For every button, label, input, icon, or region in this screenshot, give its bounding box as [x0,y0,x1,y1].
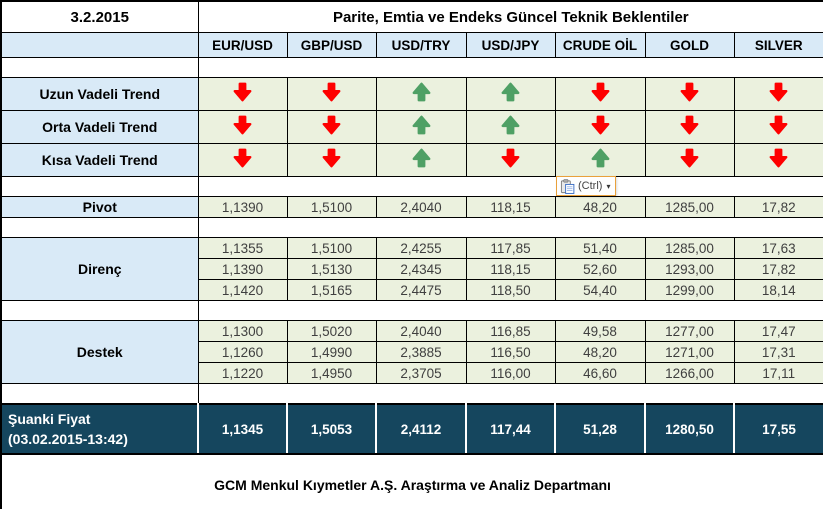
trend-cell[interactable] [287,78,376,111]
trend-arrow-icon [588,81,613,103]
trend-arrow-icon [409,114,434,136]
trend-arrow-icon [766,114,791,136]
trend-arrow-icon [409,147,434,169]
pivot-value-cell[interactable]: 1,1390 [198,197,287,218]
empty-cell[interactable] [1,177,198,197]
trend-cell[interactable] [645,111,734,144]
pivot-value-cell[interactable]: 17,82 [734,197,823,218]
support-value-cell[interactable]: 46,60 [555,363,645,384]
current-price-cell[interactable]: 117,44 [466,404,555,454]
resistance-value-cell[interactable]: 117,85 [466,238,555,259]
empty-cell[interactable] [1,218,198,238]
support-value-cell[interactable]: 1,1300 [198,321,287,342]
trend-cell[interactable] [376,111,466,144]
resistance-value-cell[interactable]: 1293,00 [645,259,734,280]
row-label-current-price[interactable] [1,404,198,454]
row-label-pivot[interactable]: Pivot [1,197,198,218]
empty-cell[interactable] [1,58,198,78]
column-header-gold[interactable]: GOLD [645,33,734,58]
support-value-cell[interactable]: 1,5020 [287,321,376,342]
support-value-cell[interactable]: 2,3885 [376,342,466,363]
trend-arrow-icon [498,114,523,136]
chevron-down-icon[interactable]: ▾ [606,181,611,191]
trend-cell[interactable] [376,78,466,111]
trend-arrow-icon [677,147,702,169]
trend-arrow-icon [498,147,523,169]
resistance-value-cell[interactable]: 1,5100 [287,238,376,259]
trend-arrow-icon [319,81,344,103]
support-value-cell[interactable]: 1,4950 [287,363,376,384]
current-price-cell[interactable]: 1,5053 [287,404,376,454]
trend-cell[interactable] [734,78,823,111]
support-value-cell[interactable]: 48,20 [555,342,645,363]
empty-cell[interactable] [198,384,823,405]
resistance-value-cell[interactable]: 118,50 [466,280,555,301]
date-cell[interactable]: 3.2.2015 [1,1,198,33]
trend-cell[interactable] [376,144,466,177]
trend-cell[interactable] [287,111,376,144]
column-header-gbpusd[interactable]: GBP/USD [287,33,376,58]
trend-arrow-icon [766,147,791,169]
empty-cell[interactable] [1,384,198,405]
trend-cell[interactable] [466,111,555,144]
trend-cell[interactable] [555,111,645,144]
spacer-row [1,58,823,78]
resistance-value-cell[interactable]: 17,82 [734,259,823,280]
page-title[interactable]: Parite, Emtia ve Endeks Güncel Teknik Beklentiler [198,1,823,33]
current-price-timestamp: (03.02.2015-13:42) [8,431,128,447]
empty-cell[interactable] [1,301,198,321]
support-value-cell[interactable]: 116,00 [466,363,555,384]
resistance-value-cell[interactable]: 118,15 [466,259,555,280]
resistance-value-cell[interactable]: 54,40 [555,280,645,301]
header-corner-cell[interactable] [1,33,198,58]
spacer-row [1,177,823,197]
support-value-cell[interactable]: 1277,00 [645,321,734,342]
spacer-row [1,218,823,238]
row-label-support[interactable]: Destek [1,321,198,384]
empty-cell[interactable] [198,177,823,197]
trend-cell[interactable] [287,144,376,177]
trend-cell[interactable] [198,78,287,111]
mid-term-trend-row [1,111,823,144]
current-price-row [1,404,823,454]
short-term-trend-row [1,144,823,177]
resistance-value-cell[interactable]: 1285,00 [645,238,734,259]
spacer-row [1,301,823,321]
resistance-value-cell[interactable]: 17,63 [734,238,823,259]
clipboard-icon [560,179,575,194]
pivot-value-cell[interactable]: 2,4040 [376,197,466,218]
paste-options-label: (Ctrl) [578,180,603,192]
resistance-value-cell[interactable]: 1,5130 [287,259,376,280]
support-value-cell[interactable]: 2,3705 [376,363,466,384]
row-label-short-trend[interactable]: Kısa Vadeli Trend [1,144,198,177]
row-label-mid-trend[interactable]: Orta Vadeli Trend [1,111,198,144]
trend-arrow-icon [677,81,702,103]
trend-cell[interactable] [645,144,734,177]
row-label-resistance[interactable]: Direnç [1,238,198,301]
trend-cell[interactable] [466,78,555,111]
pivot-value-cell[interactable]: 1285,00 [645,197,734,218]
trend-arrow-icon [319,147,344,169]
support-value-cell[interactable]: 17,47 [734,321,823,342]
empty-cell[interactable] [198,218,823,238]
trend-cell[interactable] [198,111,287,144]
trend-arrow-icon [409,81,434,103]
pivot-row [1,197,823,218]
support-row [1,321,823,342]
resistance-value-cell[interactable]: 18,14 [734,280,823,301]
trend-arrow-icon [498,81,523,103]
pivot-value-cell[interactable]: 1,5100 [287,197,376,218]
support-value-cell[interactable]: 116,85 [466,321,555,342]
resistance-value-cell[interactable]: 1,1390 [198,259,287,280]
trend-arrow-icon [588,114,613,136]
column-header-crudeoil[interactable]: CRUDE OİL [555,33,645,58]
column-header-usdjpy[interactable]: USD/JPY [466,33,555,58]
support-value-cell[interactable]: 1,1260 [198,342,287,363]
trend-cell[interactable] [198,144,287,177]
trend-arrow-icon [230,147,255,169]
trend-arrow-icon [588,147,613,169]
trend-arrow-icon [766,81,791,103]
support-value-cell[interactable]: 1,4990 [287,342,376,363]
column-header-usdtry[interactable]: USD/TRY [376,33,466,58]
trend-cell[interactable] [734,111,823,144]
resistance-value-cell[interactable]: 2,4475 [376,280,466,301]
current-price-cell[interactable]: 2,4112 [376,404,466,454]
row-label-long-trend[interactable]: Uzun Vadeli Trend [1,78,198,111]
support-value-cell[interactable]: 17,31 [734,342,823,363]
empty-cell[interactable] [198,301,823,321]
support-value-cell[interactable]: 116,50 [466,342,555,363]
pivot-value-cell[interactable]: 118,15 [466,197,555,218]
resistance-value-cell[interactable]: 1299,00 [645,280,734,301]
resistance-value-cell[interactable]: 52,60 [555,259,645,280]
current-price-label: Şuanki Fiyat [8,410,91,427]
long-term-trend-row [1,78,823,111]
support-value-cell[interactable]: 49,58 [555,321,645,342]
support-value-cell[interactable]: 1,1220 [198,363,287,384]
trend-arrow-icon [230,114,255,136]
trend-cell[interactable] [466,144,555,177]
resistance-value-cell[interactable]: 1,1355 [198,238,287,259]
resistance-value-cell[interactable]: 51,40 [555,238,645,259]
current-price-cell[interactable]: 17,55 [734,404,823,454]
trend-cell[interactable] [645,78,734,111]
column-header-silver[interactable]: SILVER [734,33,823,58]
spacer-row [1,384,823,405]
pivot-value-cell[interactable]: 48,20 [555,197,645,218]
resistance-value-cell[interactable]: 2,4345 [376,259,466,280]
empty-cell[interactable] [198,58,823,78]
trend-arrow-icon [230,81,255,103]
resistance-value-cell[interactable]: 1,5165 [287,280,376,301]
current-price-cell[interactable]: 1,1345 [198,404,287,454]
resistance-row [1,238,823,259]
resistance-value-cell[interactable]: 1,1420 [198,280,287,301]
current-price-cell[interactable]: 1280,50 [645,404,734,454]
current-price-cell[interactable]: 51,28 [555,404,645,454]
trend-arrow-icon [319,114,344,136]
column-header-eurusd[interactable]: EUR/USD [198,33,287,58]
footer-attribution: GCM Menkul Kıymetler A.Ş. Araştırma ve Analiz Departmanı [1,454,823,509]
trend-cell[interactable] [734,144,823,177]
resistance-value-cell[interactable]: 2,4255 [376,238,466,259]
paste-options-button[interactable] [556,176,616,196]
support-value-cell[interactable]: 17,11 [734,363,823,384]
trend-cell[interactable] [555,78,645,111]
support-value-cell[interactable]: 1266,00 [645,363,734,384]
trend-cell[interactable] [555,144,645,177]
support-value-cell[interactable]: 2,4040 [376,321,466,342]
trend-arrow-icon [677,114,702,136]
support-value-cell[interactable]: 1271,00 [645,342,734,363]
